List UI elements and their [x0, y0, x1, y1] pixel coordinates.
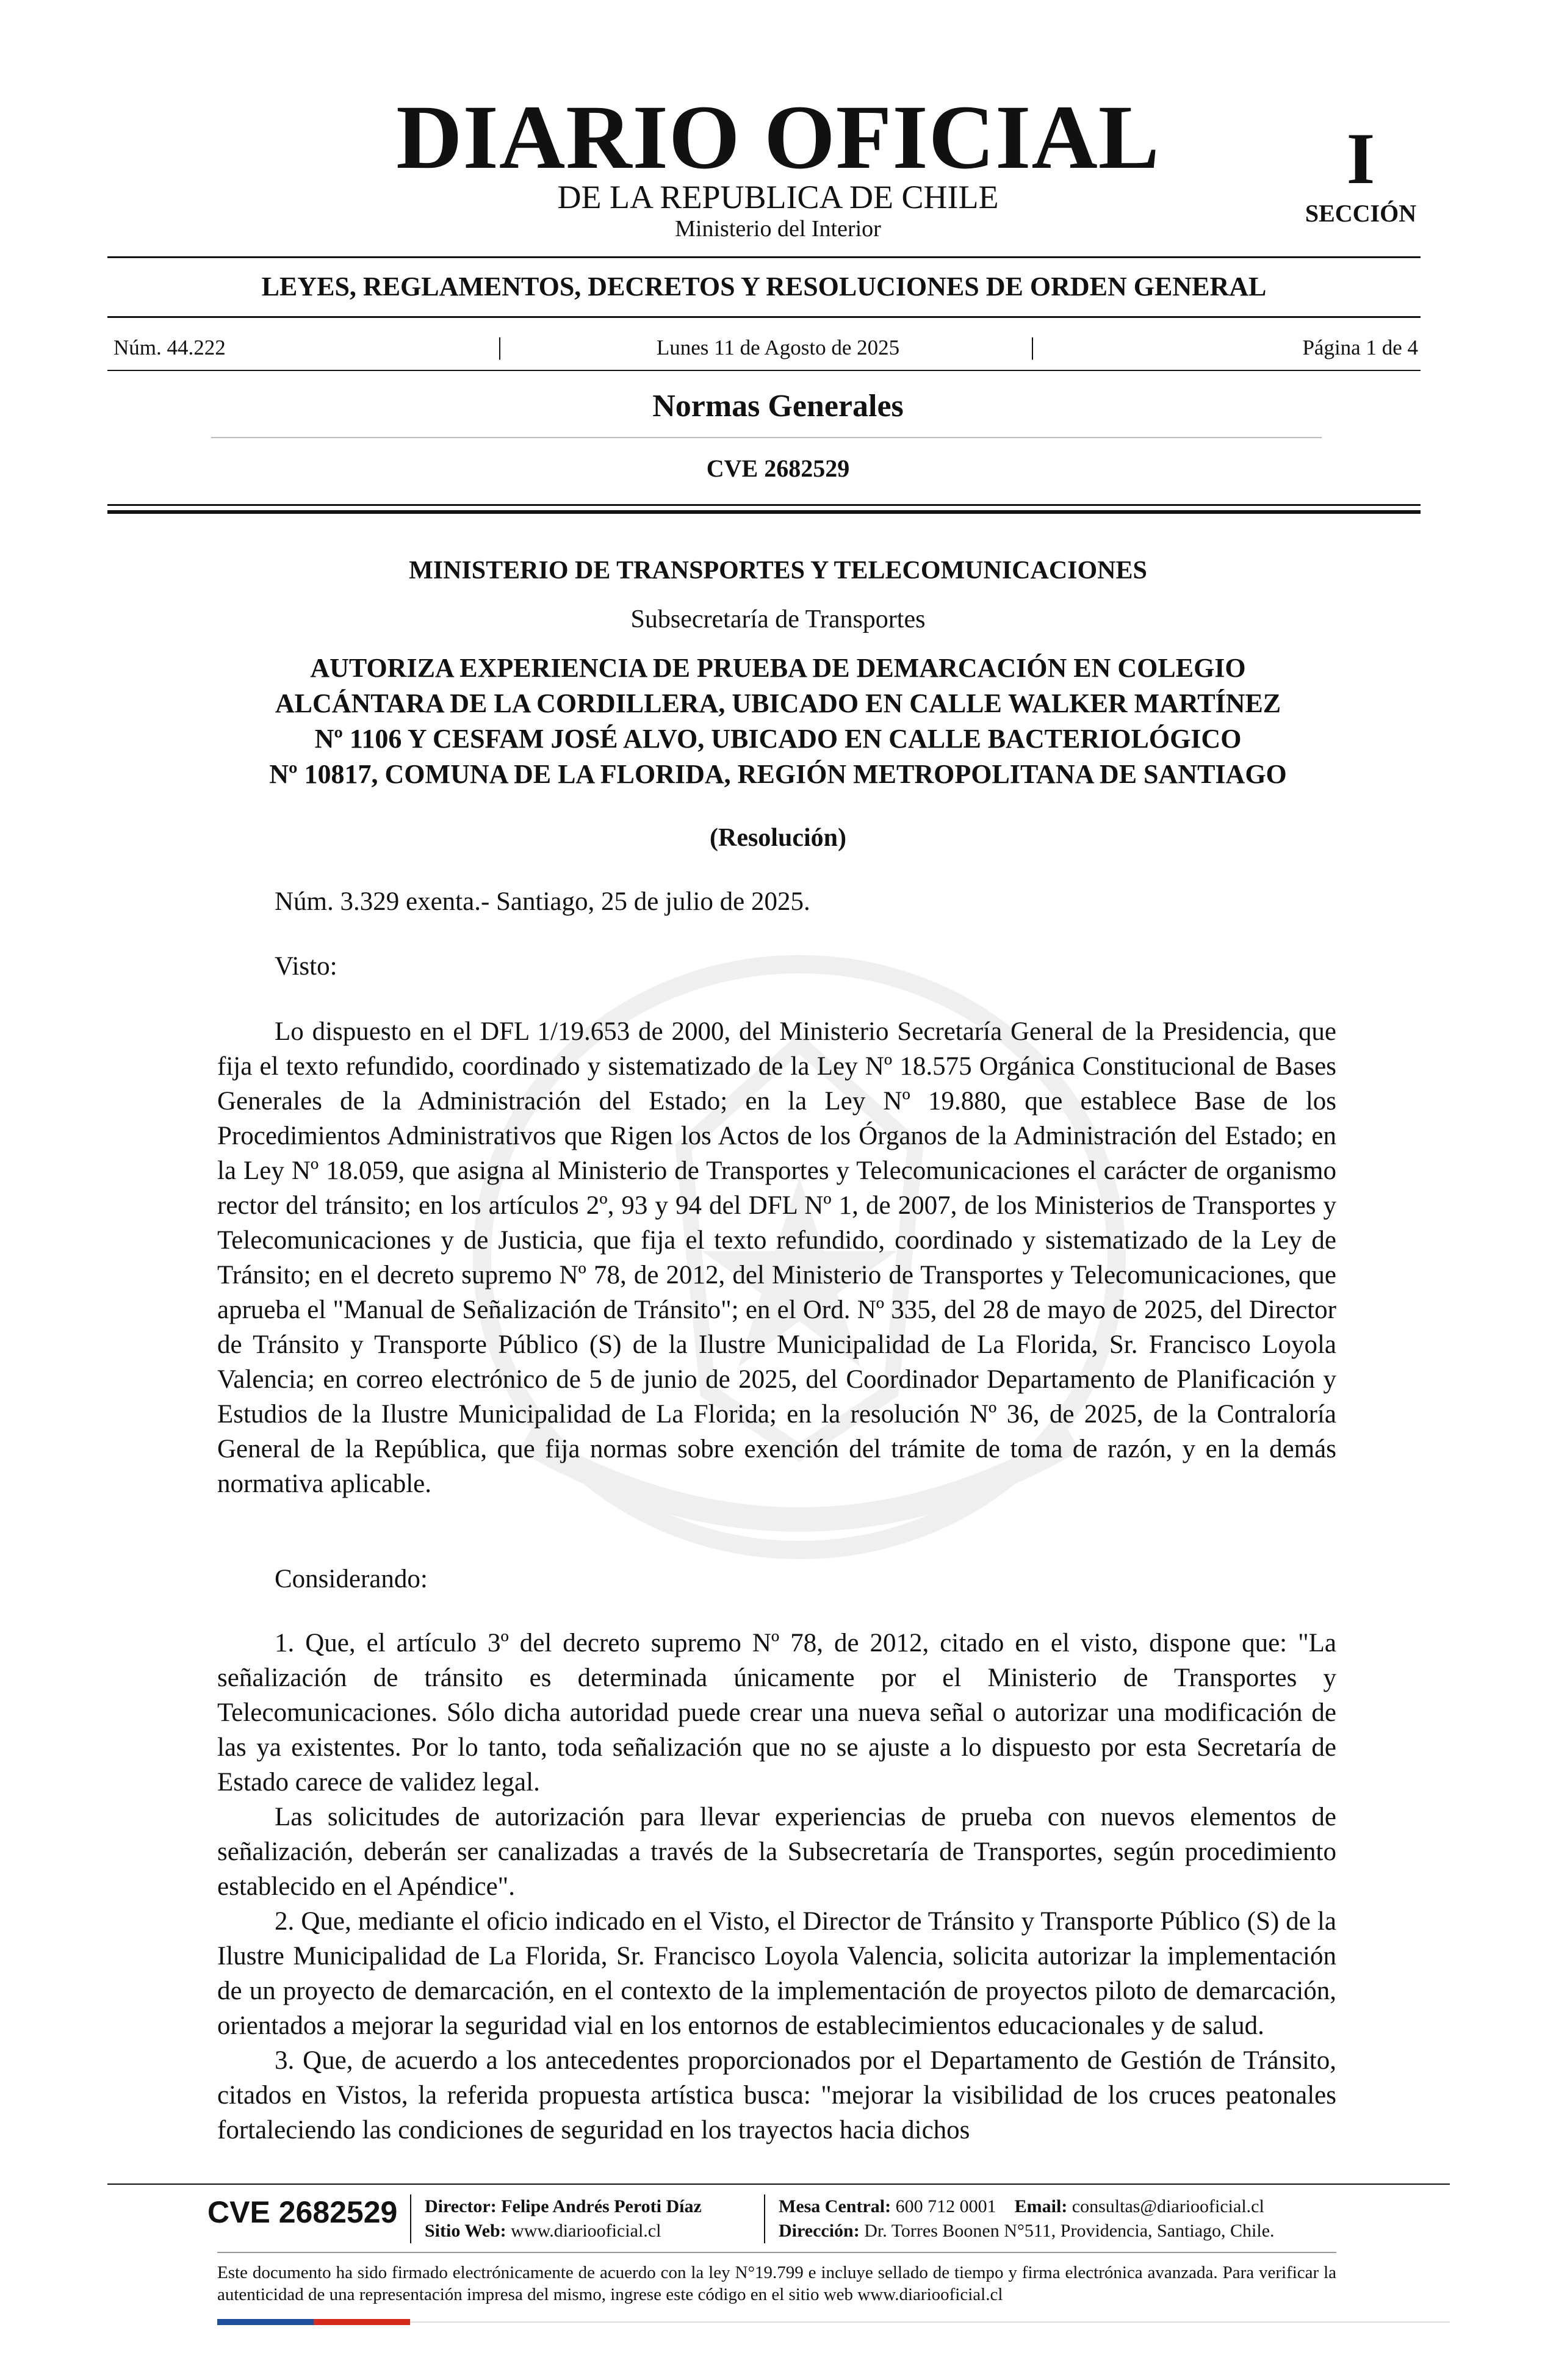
flag-stripe-red	[314, 2319, 410, 2325]
footer-cve-code: CVE 2682529	[207, 2195, 398, 2229]
footer-separator	[764, 2194, 765, 2243]
considerando-paragraph: Las solicitudes de autorización para llevar experiencias de prueba con nuevos elementos de señalización, deberán ser canalizadas a través de la Subsecretaría de Transportes, según procedimiento establecido en el Apéndice".	[217, 1803, 1336, 1901]
ministry-heading: MINISTERIO DE TRANSPORTES Y TELECOMUNICACIONES	[409, 557, 1147, 585]
category-rule	[107, 316, 1421, 318]
flag-stripe-blue	[217, 2319, 314, 2325]
website-label: Sitio Web:	[425, 2221, 506, 2241]
section-label: SECCIÓN	[1305, 200, 1417, 227]
resolution-title-line: ALCÁNTARA DE LA CORDILLERA, UBICADO EN CALLE WALKER MARTÍNEZ	[275, 688, 1281, 718]
mesa-phone: 600 712 0001	[895, 2196, 996, 2216]
considerando-label: Considerando:	[275, 1565, 428, 1593]
resolution-title	[183, 651, 1373, 792]
issue-date: Lunes 11 de Agosto de 2025	[656, 336, 900, 359]
resolution-title-line: Nº 10817, COMUNA DE LA FLORIDA, REGIÓN METROPOLITANA DE SANTIAGO	[269, 759, 1287, 789]
masthead-rule	[107, 256, 1421, 258]
masthead-title: DIARIO OFICIAL	[396, 87, 1160, 188]
section-heading-rule	[211, 437, 1322, 438]
masthead-ministry: Ministerio del Interior	[675, 216, 881, 242]
issue-separator: |	[1030, 333, 1036, 360]
issue-number: Núm. 44.222	[113, 336, 226, 359]
address-label: Dirección:	[779, 2221, 860, 2241]
footer-separator	[410, 2194, 411, 2243]
issue-separator: |	[497, 333, 503, 360]
masthead-subtitle: DE LA REPUBLICA DE CHILE	[557, 179, 999, 215]
email-link[interactable]: consultas@diariooficial.cl	[1072, 2196, 1264, 2216]
considerando-list	[217, 1626, 1336, 2147]
resolution-number-line: Núm. 3.329 exenta.- Santiago, 25 de julio de 2025.	[275, 887, 810, 916]
subsecretaria: Subsecretaría de Transportes	[630, 605, 926, 633]
issue-page: Página 1 de 4	[1302, 336, 1418, 359]
considerando-paragraph: 2. Que, mediante el oficio indicado en el Visto, el Director de Tránsito y Transporte Público (S) de la Ilustre Municipalidad de La Florida, Sr. Francisco Loyola Valencia, solicita autorizar la implementación de un proyecto de demarcación, en el contexto de la implementación de proyectos piloto de demarcación, orientados a mejorar la seguridad vial en los entornos de establecimientos educacionales y de salud.	[217, 1907, 1336, 2040]
footer-bottom-rule	[410, 2321, 1450, 2323]
considerando-paragraph: 1. Que, el artículo 3º del decreto supremo Nº 78, de 2012, citado en el visto, dispone que: "La señalización de tránsito es determinada únicamente por el Ministerio de Transportes y Telecomunicaciones. Sólo dicha autoridad puede crear una nueva señal o autorizar una modificación de las ya existentes. Por lo tanto, toda señalización que no se ajuste a lo dispuesto por esta Secretaría de Estado carece de validez legal.	[217, 1629, 1336, 1797]
address: Dr. Torres Boonen N°511, Providencia, Santiago, Chile.	[864, 2221, 1275, 2241]
footer-rule	[107, 2183, 1450, 2185]
footer-director-block	[425, 2194, 702, 2243]
footer-inner-rule	[217, 2252, 1336, 2253]
section-heading: Normas Generales	[652, 389, 904, 424]
visto-label: Visto:	[275, 952, 337, 981]
director-label: Director:	[425, 2196, 497, 2216]
footer-contact-block	[779, 2194, 1275, 2243]
issue-rule	[107, 370, 1421, 371]
double-rule-top	[107, 504, 1421, 506]
double-rule-bottom	[107, 510, 1421, 514]
director-name: Felipe Andrés Peroti Díaz	[501, 2196, 702, 2216]
resolution-title-line: Nº 1106 Y CESFAM JOSÉ ALVO, UBICADO EN CALLE BACTERIOLÓGICO	[314, 724, 1242, 754]
footer-legal-note: Este documento ha sido firmado electrónicamente de acuerdo con la ley N°19.799 e incluye sellado de tiempo y firma electrónica avanzada. Para verificar la autenticidad de una representación impresa del mismo, ingrese este código en el sitio web www.diariooficial.cl	[217, 2263, 1336, 2304]
resolution-title-line: AUTORIZA EXPERIENCIA DE PRUEBA DE DEMARCACIÓN EN COLEGIO	[310, 653, 1246, 683]
cve-code: CVE 2682529	[706, 455, 850, 482]
visto-paragraph: Lo dispuesto en el DFL 1/19.653 de 2000, del Ministerio Secretaría General de la Presidencia, que fija el texto refundido, coordinado y sistematizado de la Ley Nº 18.575 Orgánica Constitucional de Bases Generales de la Administración del Estado; en la Ley Nº 19.880, que establece Base de los Procedimientos Administrativos que Rigen los Actos de los Órganos de la Administración del Estado; en la Ley Nº 18.059, que asigna al Ministerio de Transportes y Telecomunicaciones el carácter de organismo rector del tránsito; en los artículos 2º, 93 y 94 del DFL Nº 1, de 2007, de los Ministerios de Transportes y Telecomunicaciones y de Justicia, que fija el texto refundido, coordinado y sistematizado de la Ley de Tránsito; en el decreto supremo Nº 78, de 2012, del Ministerio de Transportes y Telecomunicaciones, que aprueba el "Manual de Señalización de Tránsito"; en el Ord. Nº 335, del 28 de mayo de 2025, del Director de Tránsito y Transporte Público (S) de la Ilustre Municipalidad de La Florida, Sr. Francisco Loyola Valencia; en correo electrónico de 5 de junio de 2025, del Coordinador Departamento de Planificación y Estudios de la Ilustre Municipalidad de La Florida; en la resolución Nº 36, de 2025, de la Contraloría General de la República, que fija normas sobre exención del trámite de toma de razón, y en la demás normativa aplicable.	[217, 1017, 1336, 1498]
email-label: Email:	[1014, 2196, 1068, 2216]
mesa-label: Mesa Central:	[779, 2196, 891, 2216]
category-heading: LEYES, REGLAMENTOS, DECRETOS Y RESOLUCIONES DE ORDEN GENERAL	[261, 272, 1267, 301]
document-type: (Resolución)	[710, 824, 846, 852]
website-link[interactable]: www.diariooficial.cl	[511, 2221, 661, 2241]
considerando-paragraph: 3. Que, de acuerdo a los antecedentes proporcionados por el Departamento de Gestión de Tránsito, citados en Vistos, la referida propuesta artística busca: "mejorar la visibilidad de los cruces peatonales fortaleciendo las condiciones de seguridad en los trayectos hacia dichos	[217, 2046, 1336, 2144]
section-number: I	[1346, 118, 1375, 199]
